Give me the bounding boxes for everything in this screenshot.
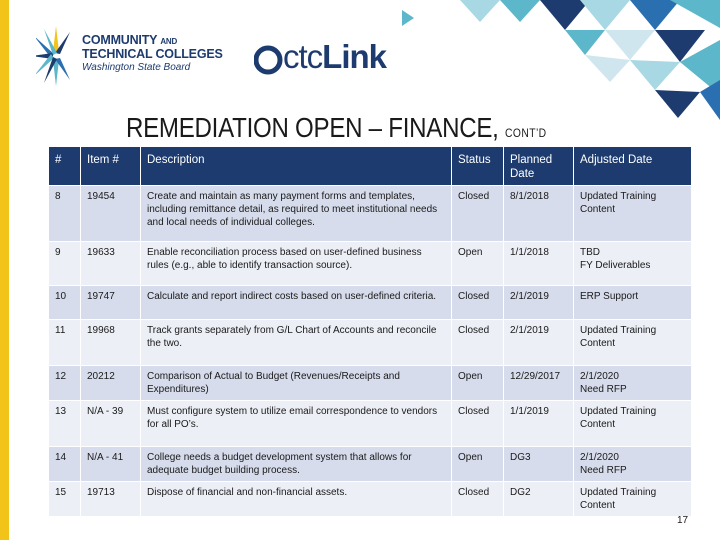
table-row (49, 286, 692, 320)
cell-status: Closed (452, 320, 504, 366)
cell-number: 15 (49, 482, 81, 517)
cell-number: 14 (49, 447, 81, 482)
header-description: Description (141, 147, 452, 186)
cell-status: Closed (452, 286, 504, 320)
cell-adjusted-date: Updated Training Content (574, 320, 692, 366)
cell-status: Closed (452, 482, 504, 517)
cell-item: N/A - 41 (81, 447, 141, 482)
cell-description: Track grants separately from G/L Chart of Accounts and reconcile the two. (141, 320, 452, 366)
cell-description: Dispose of financial and non-financial assets. (141, 482, 452, 517)
cell-item: 19454 (81, 186, 141, 242)
cell-planned-date: 2/1/2019 (504, 320, 574, 366)
cell-description: Must configure system to utilize email correspondence to vendors for all PO’s. (141, 401, 452, 447)
cell-item: 19713 (81, 482, 141, 517)
cell-adjusted-date: ERP Support (574, 286, 692, 320)
left-accent-bar (0, 0, 9, 540)
cell-planned-date: DG3 (504, 447, 574, 482)
cell-status: Open (452, 366, 504, 401)
cell-number: 13 (49, 401, 81, 447)
cell-planned-date: 8/1/2018 (504, 186, 574, 242)
table-row (49, 242, 692, 286)
table-row (49, 320, 692, 366)
sbctc-wordmark: COMMUNITY AND TECHNICAL COLLEGES Washington State Board (82, 33, 223, 73)
cell-number: 10 (49, 286, 81, 320)
cell-description: Calculate and report indirect costs based on user-defined criteria. (141, 286, 452, 320)
cell-status: Open (452, 242, 504, 286)
cell-description: Enable reconciliation process based on user-defined business rules (e.g., able to identify transaction source). (141, 242, 452, 286)
remediation-table (48, 146, 692, 517)
cell-item: 20212 (81, 366, 141, 401)
table-row (49, 482, 692, 517)
cell-description: College needs a budget development system that allows for adequate budget building process. (141, 447, 452, 482)
cell-number: 12 (49, 366, 81, 401)
table-row (49, 366, 692, 401)
header-number: # (49, 147, 81, 186)
cell-item: 19968 (81, 320, 141, 366)
cell-number: 9 (49, 242, 81, 286)
cell-planned-date: 2/1/2019 (504, 286, 574, 320)
cell-adjusted-date: 2/1/2020 Need RFP (574, 447, 692, 482)
cell-planned-date: 1/1/2019 (504, 401, 574, 447)
cell-number: 8 (49, 186, 81, 242)
header-planned-date: Planned Date (504, 147, 574, 186)
cell-planned-date: 1/1/2018 (504, 242, 574, 286)
header-item: Item # (81, 147, 141, 186)
cell-number: 11 (49, 320, 81, 366)
cell-item: 19747 (81, 286, 141, 320)
cell-adjusted-date: 2/1/2020 Need RFP (574, 366, 692, 401)
cell-planned-date: DG2 (504, 482, 574, 517)
cell-description: Comparison of Actual to Budget (Revenues/Receipts and Expenditures) (141, 366, 452, 401)
table-row (49, 447, 692, 482)
cell-adjusted-date: Updated Training Content (574, 186, 692, 242)
table-row (49, 186, 692, 242)
cell-description: Create and maintain as many payment forms and templates, including remittance detail, as required to meet institutional needs and local needs of individual colleges. (141, 186, 452, 242)
page-title: REMEDIATION OPEN – FINANCE, CONT’D (126, 112, 547, 143)
header-status: Status (452, 147, 504, 186)
cell-status: Open (452, 447, 504, 482)
cell-status: Closed (452, 186, 504, 242)
ctclink-wordmark: ctcLink (283, 38, 387, 75)
cell-planned-date: 12/29/2017 (504, 366, 574, 401)
cell-adjusted-date: Updated Training Content (574, 482, 692, 517)
header-adjusted-date: Adjusted Date (574, 147, 692, 186)
cell-status: Closed (452, 401, 504, 447)
cell-adjusted-date: Updated Training Content (574, 401, 692, 447)
page-number: 17 (677, 515, 689, 526)
table-row (49, 401, 692, 447)
cell-item: N/A - 39 (81, 401, 141, 447)
decorative-triangles (400, 0, 720, 120)
cell-adjusted-date: TBD FY Deliverables (574, 242, 692, 286)
table-header-row (49, 147, 692, 186)
cell-item: 19633 (81, 242, 141, 286)
